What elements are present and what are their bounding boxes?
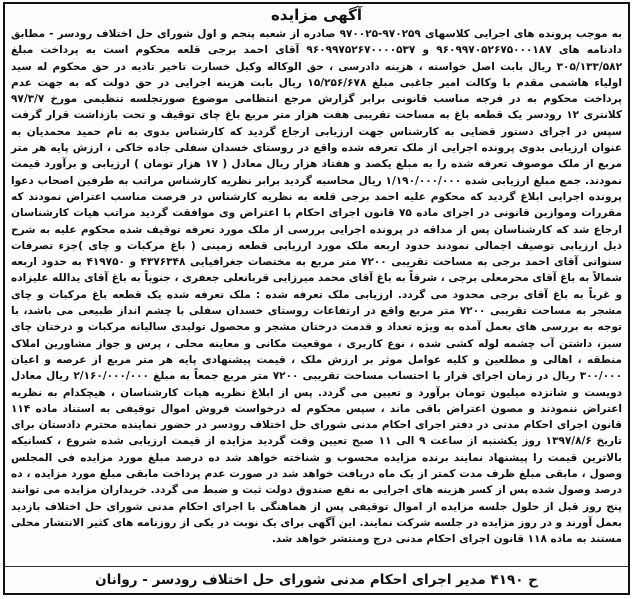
notice-title: آگهی مزایده [270, 6, 363, 24]
notice-frame [3, 2, 630, 595]
notice-footer: ح ۴۱۹۰ مدیر اجرای احکام مدنی شورای حل اختلاف رودسر - روانان [5, 566, 628, 593]
notice-body: به موجب پرونده های اجرایی کلاسهای ۹۷۰۲۵۹-۹۷۰۰۲۵ صادره از شعبه پنجم و اول شورای حل اختلاف رودسر - مطابق دادنامه های ۹۶۰۹۹۷۰۵۲۶۷۵۰۰۰۱۸۷ و ۹۶۰۹۹۷۵۲۶۷۰۰۰۰۵۳۷ آقای احمد برجی قلعه محکوم است به پرداخت مبلغ ۳۰۵/۱۳۳/۵۸۲ ریال بابت اصل خواسته ، هزینه دادرسی ، حق الوکاله وکیل خسارت تاخیر تادیه در حق محکوم له سید اولیاء هاشمی مقدم با وکالت امیر جاغبی مبلغ ۱۵/۲۵۶/۶۷۸ ریال بابت هزینه اجرایی در حق دولت که به جهت عدم پرداخت محکوم به در فرجه مناسب قانونی برابر گزارش مرجع انتظامی موضوع صورتجلسه تنظیمی مورخ ۹۷/۳/۷ کلانتری ۱۲ رودسر یک قطعه باغ به مساحت تقریبی هفت هزار متر مربع باغ چای توقیف و تحت بازداشت قرار گرفت سپس در اجرای دستور قضایی به کارشناس جهت ارزیابی ارجاع گردید که کارشناس بدوی به نام حمید محمدیان به عنوان ارزیابی بدوی پرونده اجرایی از ملک تعرفه شده واقع در روستای خسدان سفلی جاده خاکی ، ارزش پایه هر متر مربع از ملک موصوف تعرفه شده را به مبلغ یکصد و هفتاد هزار ریال معادل ( ۱۷ هزار تومان ) ارزیابی و برآورد قیمت نمودند. جمع مبلغ ارزیابی شده ۱/۱۹۰/۰۰۰/۰۰۰ ریال محاسبه گردید برابر نظریه کارشناس مراتب به طرفین اصحاب دعوا پرونده اجرایی ابلاغ گردید که محکوم علیه احمد برجی قلعه به نظریه کارشناس در فرصت مناسب اعتراض نمودند که مقررات وموازین قانونی در اجرای ماده ۷۵ قانون اجرای احکام با اعتراض وی موافقت گردید مراتب هیات کارشناسان ارجاع شد که کارشناسان پس از مداقه در پرونده اجرایی بررسی از ملک مورد تعرفه توقیف شده محکوم علیه به شرح ذیل ارزیابی توصیف اجمالی نمودند حدود اربعه ملک مورد ارزیابی قطعه زمینی ( باغ مرکبات و چای )جزء تصرفات سنواتی آقای احمد برجی به مساحت تقریبی ۷۲۰۰ متر مربع به مختصات جغرافیایی ۴۳۷۶۳۴۸ و ۴۱۹۷۵۰ به حدود اربعه شمالاً به باغ آقای محرمعلی برجی ، شرقاً به باغ آقای محمد میرزایی قربانعلی جعفری ، جنوباً به باغ آقای یدالله علیزاده و غرباً به باغ آقای برجی محدود می گردد. ارزیابی ملک تعرفه شده : ملک تعرفه شده یک قطعه باغ مرکبات و چای مشجر به مساحت تقریبی ۷۲۰۰ متر مربع واقع در ارتفاعات روستای خسدان سفلی با چشم انداز طبیعی می باشد، با توجه به بررسی های بعمل آمده به ویژه تعداد و قدمت درختان مشجر و محصول تولیدی سالیانه مرکبات و درختان چای سبز، داشتن آب چشمه لوله کشی شده ، نوع کاربری ، موقعیت مکانی و معاینه محلی ، پرس و جواز مشاورین املاک منطقه ، اهالی و مطلعین و کلیه عوامل موثر بر ارزش ملک ، قیمت پیشنهادی پایه هر متر مربع از عرصه و اعیان ۳۰۰/۰۰۰ ریال در زمان اجرای قرار با احتساب مساحت تقریبی ۷۲۰۰ متر مربع جمعاً به مبلغ ۲/۱۶۰/۰۰۰/۰۰۰ ریال معادل دویست و شانزده میلیون تومان برآورد و تعیین می گردد. پس از ابلاغ نظریه هیات کارشناسان ، هیچکدام به نظریه اعتراض ننمودند و مصون اعتراض باقی ماند ، سپس محکوم له درخواست فروش اموال توقیفی به استناد ماده ۱۱۴ قانون اجرای احکام مدنی در دفتر اجرای احکام مدنی شورای حل اختلاف رودسر در حضور نماینده محترم دادستان برای تاریخ ۱۳۹۷/۸/۶ روز یکشنبه از ساعت ۹ الی ۱۱ صبح تعیین وقت گردید مزایده از قیمت ارزیابی شده شروع ، کسانیکه بالاترین قیمت را پیشنهاد نمایند برنده مزایده محسوب و شناخته خواهد شد ده درصد مبلغ مورد مزایده فی المجلس وصول ، مابقی مبلغ ظرف مدت کمتر از یک ماه دریافت خواهد شد در صورت عدم پرداخت مابقی مبلغ مورد مزایده ، ده درصد وصول شده پس از کسر هزینه های اجرایی به نفع صندوق دولت ثبت و ضبط می گردد. خریداران مزایده می توانند پنج روز قبل از حلول جلسه مزایده از اموال توقیفی پس از هماهنگی با اجرای احکام مدنی شورای حل اختلاف بازدید بعمل آورند و در روز مزایده در جلسه شرکت نمایند. این آگهی برای یک نوبت در یکی از روزنامه های کثیر الانتشار محلی مستند به ماده ۱۱۸ قانون اجرای احکام مدنی درج ومنتشر خواهد شد. [11, 28, 622, 546]
